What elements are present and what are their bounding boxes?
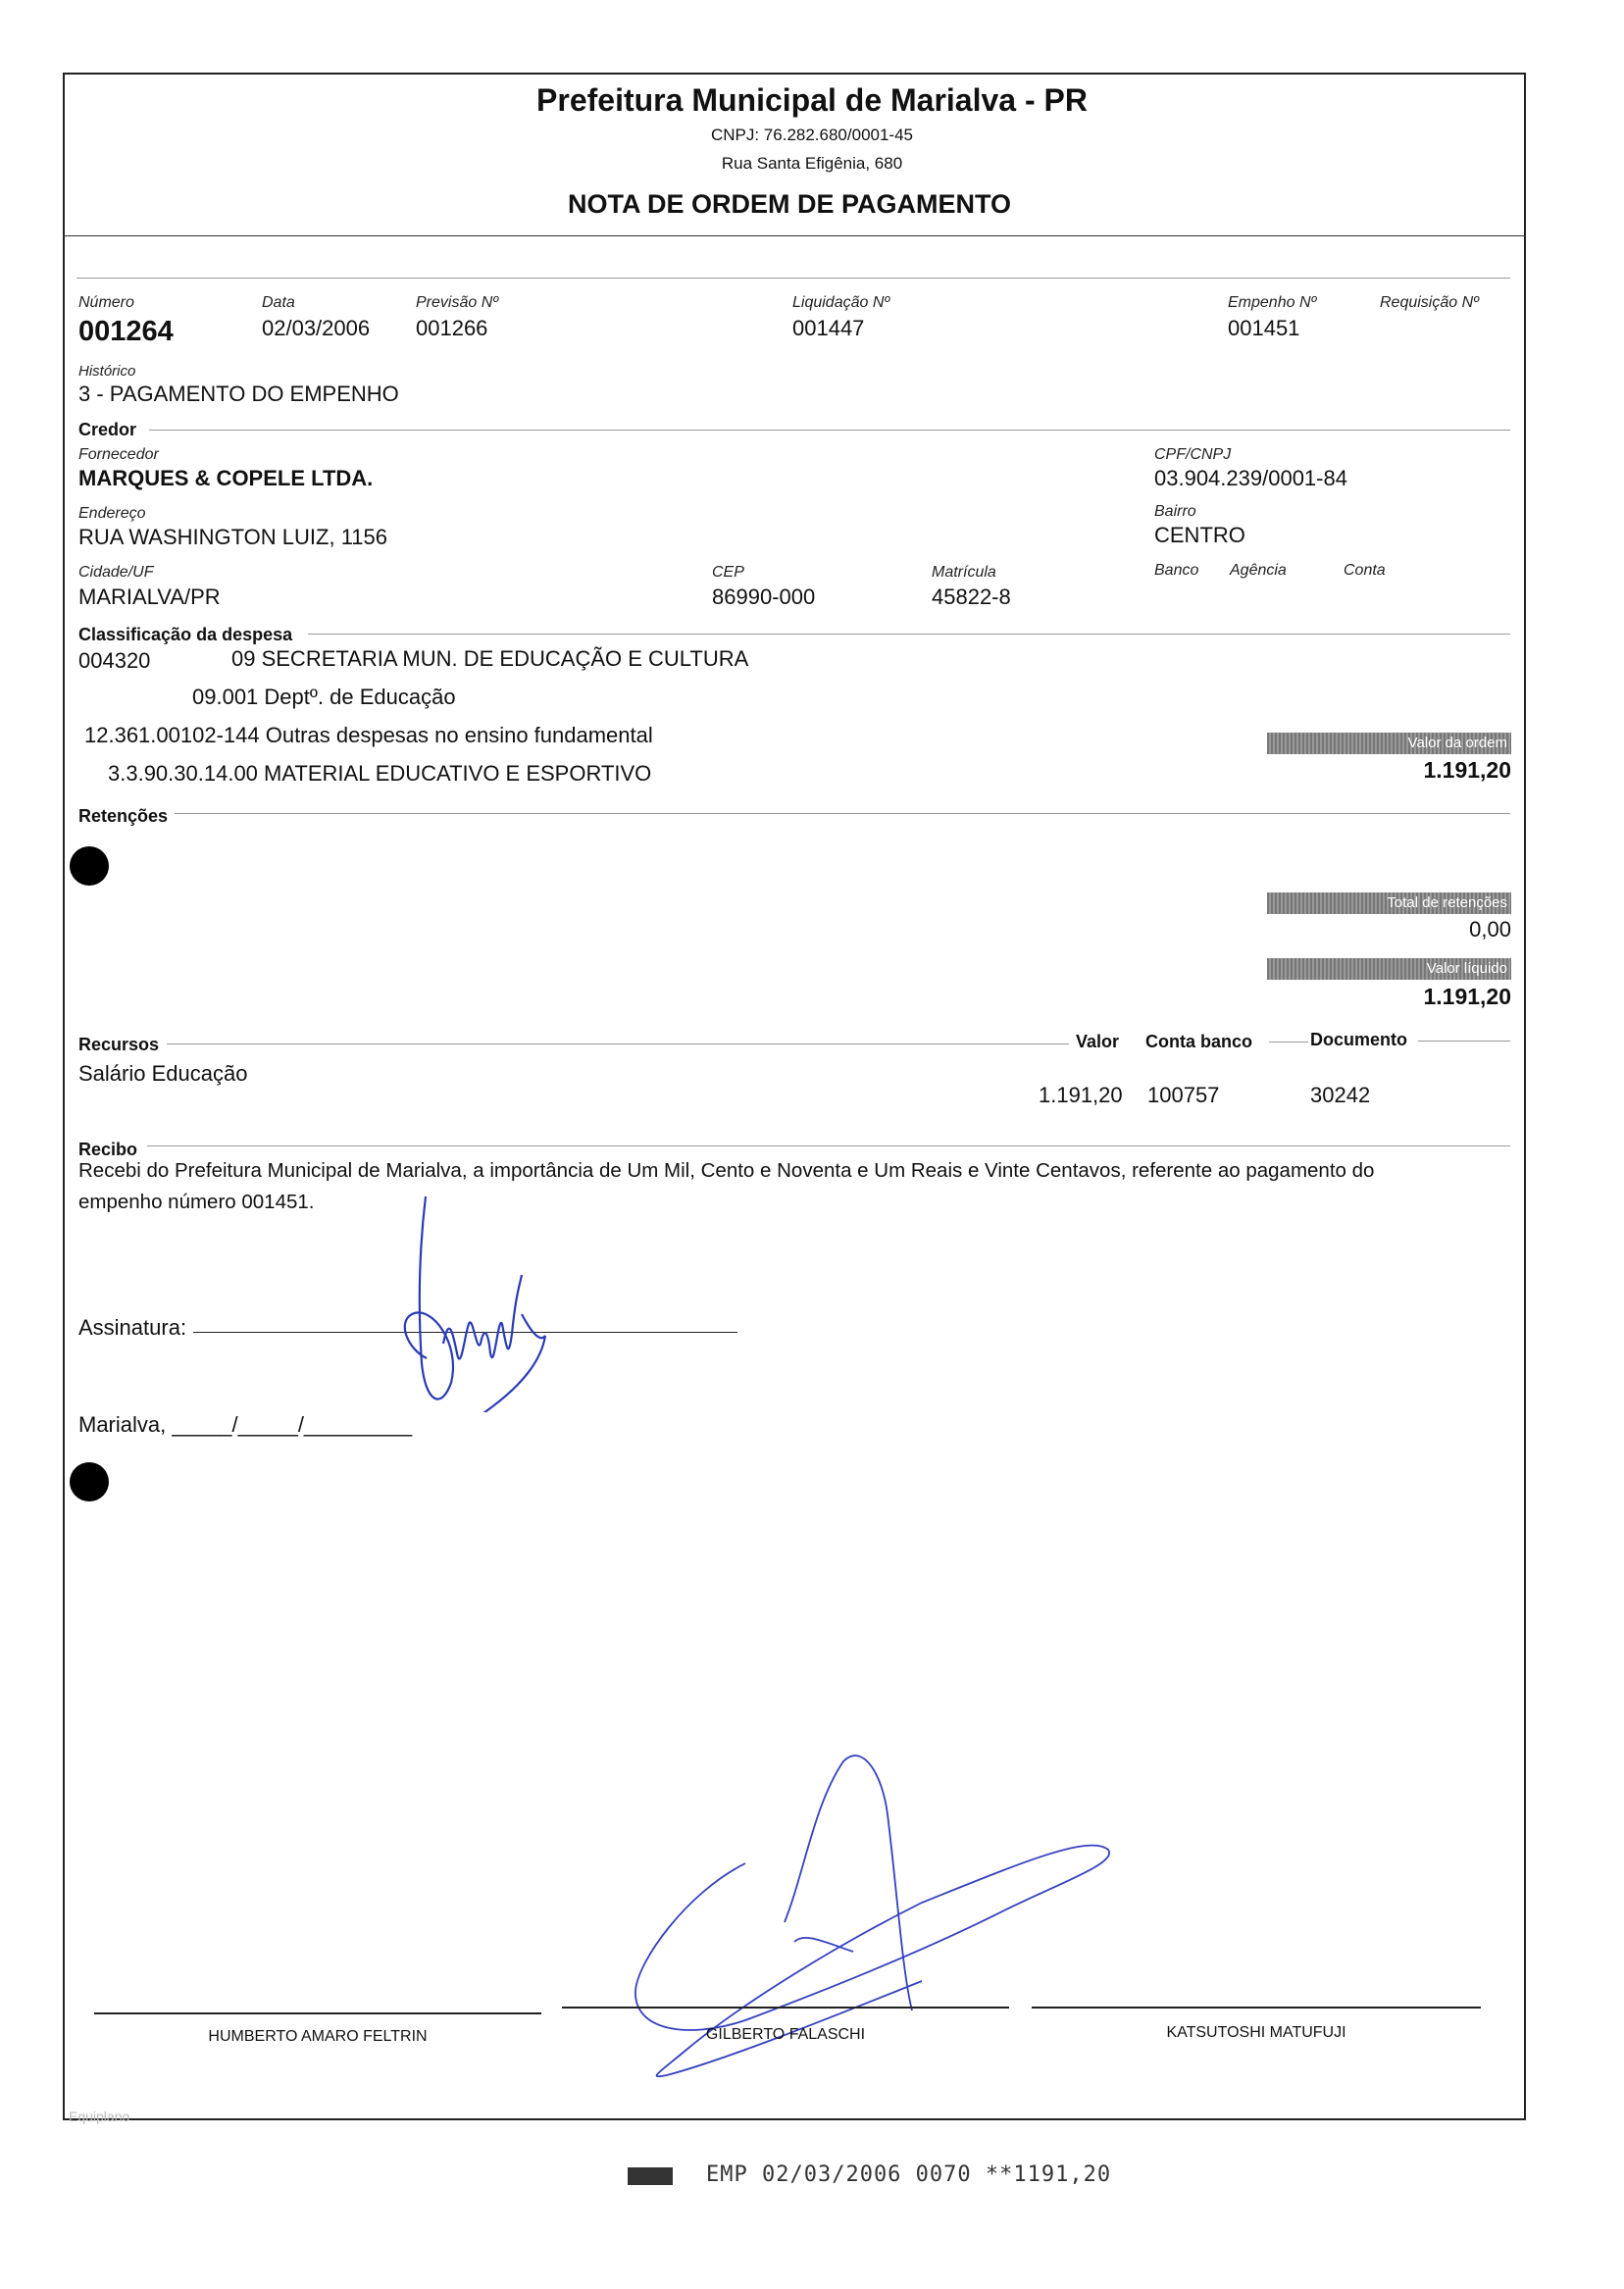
local-data: Marialva, _____/_____/_________ <box>78 1412 413 1437</box>
recibo-line <box>147 1145 1510 1146</box>
liquidacao-label: Liquidação Nº <box>792 294 890 311</box>
punch-hole-bottom <box>70 1462 109 1501</box>
valor-liquido: 1.191,20 <box>1423 984 1511 1009</box>
assinatura-label: Assinatura: <box>78 1315 187 1340</box>
signatory-2: GILBERTO FALASCHI <box>705 2026 866 2043</box>
retencoes-line <box>175 813 1510 814</box>
numero-label: Número <box>78 294 134 311</box>
valor-liquido-label: Valor líquido <box>1267 958 1511 980</box>
cpf-value: 03.904.239/0001-84 <box>1154 466 1347 490</box>
handwritten-signature-officials <box>628 1746 1138 2118</box>
empenho-value: 001451 <box>1228 316 1300 340</box>
matricula-label: Matrícula <box>932 564 996 581</box>
secretaria: 09 SECRETARIA MUN. DE EDUCAÇÃO E CULTURA <box>231 646 749 671</box>
total-retencoes-label: Total de retenções <box>1267 892 1511 914</box>
recursos-valor-label: Valor <box>1076 1032 1120 1051</box>
signatory-1: HUMBERTO AMARO FELTRIN <box>208 2028 428 2045</box>
recursos-line-c <box>1418 1041 1510 1042</box>
header-cnpj: CNPJ: 76.282.680/0001-45 <box>710 126 914 144</box>
header-divider <box>63 235 1526 236</box>
credor-line <box>149 430 1510 431</box>
recursos-section: Recursos <box>78 1035 160 1054</box>
historico-value: 3 - PAGAMENTO DO EMPENHO <box>78 382 399 406</box>
recursos-line-b <box>1269 1042 1308 1043</box>
signature-line-1 <box>94 2012 541 2014</box>
recursos-line-a <box>167 1043 1069 1044</box>
total-retencoes: 0,00 <box>1469 917 1511 941</box>
data-value: 02/03/2006 <box>262 316 371 340</box>
data-label: Data <box>262 294 295 311</box>
endereco-value: RUA WASHINGTON LUIZ, 1156 <box>78 525 388 549</box>
recursos-documento: 30242 <box>1310 1083 1371 1107</box>
signature-line-3 <box>1032 2007 1481 2009</box>
recursos-valor: 1.191,20 <box>1039 1083 1123 1107</box>
banco-label: Banco <box>1154 562 1199 579</box>
cep-label: CEP <box>712 564 744 581</box>
handwritten-signature-recipient <box>392 1187 569 1412</box>
header-address: Rua Santa Efigênia, 680 <box>721 154 903 173</box>
liquidacao-value: 001447 <box>792 316 865 340</box>
ids-top-line <box>76 278 1510 279</box>
recibo-text-line2: empenho número 001451. <box>78 1191 315 1213</box>
recursos-conta-label: Conta banco <box>1145 1032 1253 1051</box>
classificacao-code: 004320 <box>78 648 151 673</box>
bairro-value: CENTRO <box>1154 523 1245 547</box>
historico-label: Histórico <box>78 363 136 380</box>
fornecedor-label: Fornecedor <box>78 446 159 463</box>
cidade-value: MARIALVA/PR <box>78 585 221 609</box>
previsao-value: 001266 <box>416 316 488 340</box>
page-title: Prefeitura Municipal de Marialva - PR <box>536 82 1088 118</box>
recibo-text-line1: Recebi do Prefeitura Municipal de Marialva, a importância de Um Mil, Cento e Noventa e Um Reais e Vinte Centavos, referente ao pagamento do <box>78 1159 1375 1182</box>
document-title: NOTA DE ORDEM DE PAGAMENTO <box>567 189 1011 219</box>
credor-section: Credor <box>78 420 137 439</box>
bairro-label: Bairro <box>1154 503 1196 520</box>
software-name: Equiplano <box>69 2109 130 2124</box>
bank-stamp: EMP 02/03/2006 0070 **1191,20 <box>706 2162 1112 2187</box>
numero-value: 001264 <box>78 316 174 347</box>
classificacao-section: Classificação da despesa <box>78 625 293 644</box>
departamento: 09.001 Deptº. de Educação <box>192 685 456 709</box>
cidade-label: Cidade/UF <box>78 564 154 581</box>
fornecedor-value: MARQUES & COPELE LTDA. <box>78 466 374 490</box>
previsao-label: Previsão Nº <box>416 294 499 311</box>
recursos-conta: 100757 <box>1147 1083 1220 1107</box>
bank-stamp-logo <box>628 2167 673 2185</box>
signature-line-2 <box>562 2007 1009 2009</box>
recibo-section: Recibo <box>78 1140 138 1159</box>
endereco-label: Endereço <box>78 505 146 522</box>
funcional: 12.361.00102-144 Outras despesas no ensino fundamental <box>84 723 653 747</box>
classificacao-line <box>308 634 1510 635</box>
empenho-label: Empenho Nº <box>1228 294 1317 311</box>
punch-hole-top <box>70 846 109 886</box>
requisicao-label: Requisição Nº <box>1380 294 1479 311</box>
recursos-fonte: Salário Educação <box>78 1061 248 1086</box>
valor-ordem-label: Valor da ordem <box>1267 733 1511 754</box>
agencia-label: Agência <box>1230 562 1287 579</box>
conta-label: Conta <box>1344 562 1386 579</box>
cep-value: 86990-000 <box>712 585 816 609</box>
retencoes-section: Retenções <box>78 806 169 826</box>
recursos-documento-label: Documento <box>1310 1030 1407 1049</box>
signatory-3: KATSUTOSHI MATUFUJI <box>1166 2024 1346 2041</box>
elemento: 3.3.90.30.14.00 MATERIAL EDUCATIVO E ESPORTIVO <box>108 761 652 786</box>
valor-ordem: 1.191,20 <box>1423 757 1511 783</box>
cpf-label: CPF/CNPJ <box>1154 446 1232 463</box>
matricula-value: 45822-8 <box>932 585 1011 609</box>
